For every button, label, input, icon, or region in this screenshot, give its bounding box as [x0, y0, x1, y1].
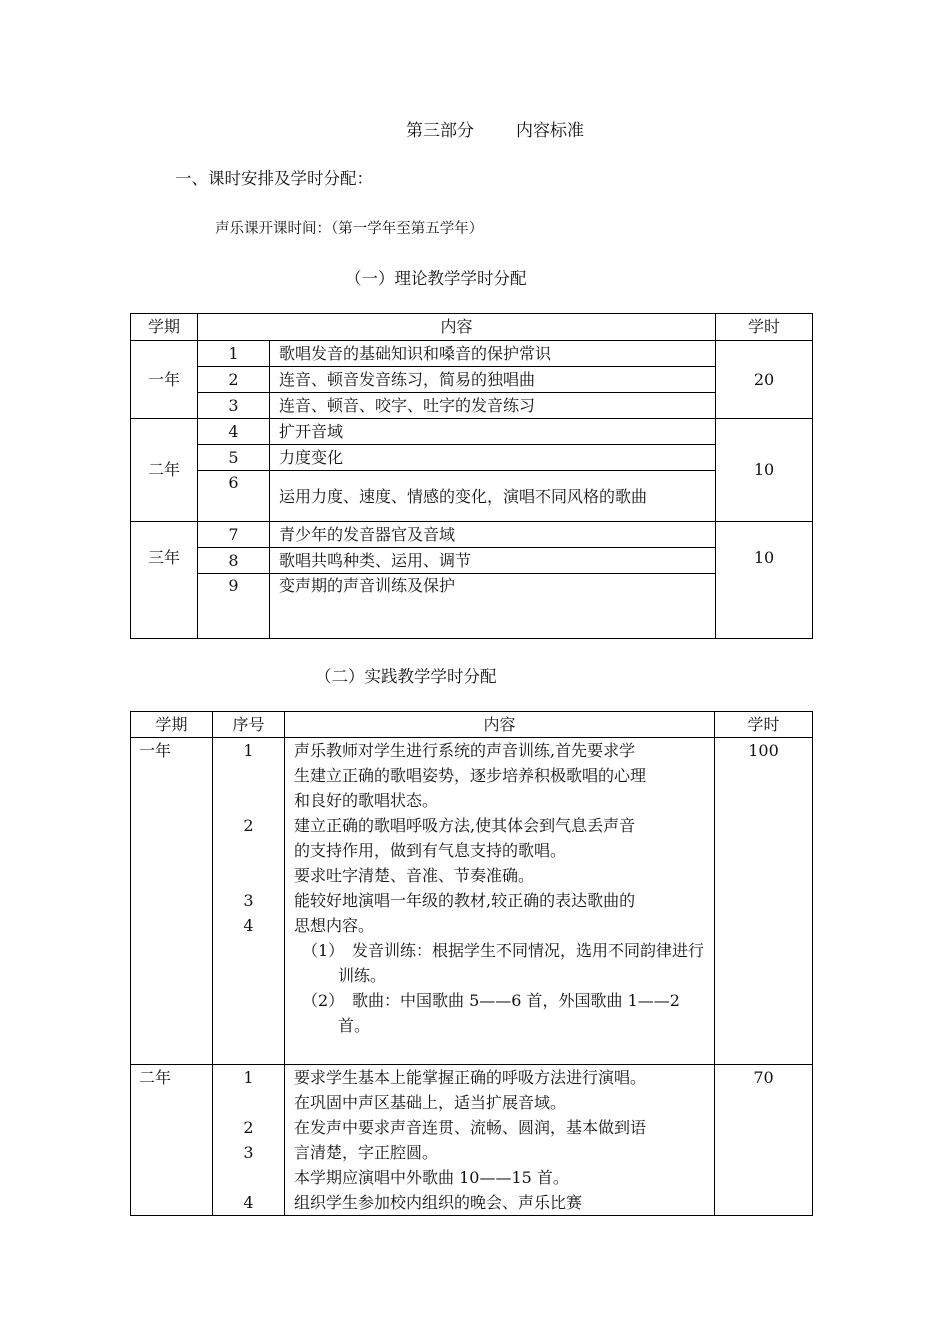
- term-cell: 一年: [131, 341, 198, 419]
- row-content: 连音、顿音发音练习，简易的独唱曲: [270, 367, 716, 393]
- content-line: 的支持作用，做到有气息支持的歌唱。: [294, 841, 567, 860]
- table-row: [131, 419, 813, 445]
- header-content: 内容: [285, 712, 715, 738]
- content-line: 组织学生参加校内组织的晚会、声乐比赛: [294, 1193, 583, 1212]
- seq-number: 3: [243, 891, 254, 910]
- part-name: 内容标准: [516, 121, 584, 141]
- row-content: 扩开音域: [270, 419, 716, 445]
- table-row: [131, 1065, 813, 1216]
- sequence-cell: [213, 1065, 285, 1216]
- table-row: [131, 548, 813, 574]
- theory-table-caption: （一）理论教学学时分配: [345, 269, 527, 288]
- term-cell: 二年: [131, 419, 198, 522]
- content-cell: [285, 738, 715, 1065]
- sub-item-mark: （1）: [302, 941, 345, 960]
- row-number: 1: [198, 341, 270, 367]
- term-cell: 三年: [131, 522, 198, 639]
- table-row: [131, 445, 813, 471]
- seq-number: 1: [243, 741, 254, 760]
- table-row: [131, 522, 813, 548]
- header-content: 内容: [198, 314, 716, 341]
- row-content: 运用力度、速度、情感的变化，演唱不同风格的歌曲: [270, 471, 716, 522]
- sub-item-text: 歌曲：中国歌曲 5——6 首，外国歌曲 1——2 首。: [338, 991, 680, 1035]
- term-cell: 一年: [131, 738, 213, 1065]
- table-header-row: [131, 314, 813, 341]
- header-term: 学期: [131, 314, 198, 341]
- header-no: 序号: [213, 712, 285, 738]
- row-content: 歌唱发音的基础知识和嗓音的保护常识: [270, 341, 716, 367]
- row-number: 5: [198, 445, 270, 471]
- hours-cell: 100: [715, 738, 813, 1065]
- seq-number: 2: [243, 1118, 254, 1137]
- seq-number: 2: [243, 816, 254, 835]
- content-line: 能较好地演唱一年级的教材,较正确的表达歌曲的: [294, 891, 636, 910]
- hours-cell: 20: [716, 341, 813, 419]
- hours-cell: 70: [715, 1065, 813, 1216]
- row-number: 6: [198, 471, 270, 522]
- content-line: 要求吐字清楚、音准、节奏准确。: [294, 866, 535, 885]
- sequence-cell: [213, 738, 285, 1065]
- term-cell: 二年: [131, 1065, 213, 1216]
- table-row: [131, 738, 813, 1065]
- row-content: 变声期的声音训练及保护: [270, 574, 716, 639]
- header-hours: 学时: [716, 314, 813, 341]
- row-content: 青少年的发音器官及音域: [270, 522, 716, 548]
- header-hours: 学时: [715, 712, 813, 738]
- header-term: 学期: [131, 712, 213, 738]
- content-cell: [285, 1065, 715, 1216]
- seq-number: 4: [243, 916, 254, 935]
- row-number: 7: [198, 522, 270, 548]
- row-content: 歌唱共鸣种类、运用、调节: [270, 548, 716, 574]
- content-line: 声乐教师对学生进行系统的声音训练,首先要求学: [294, 741, 636, 760]
- table-header-row: [131, 712, 813, 738]
- sub-item: [294, 938, 710, 988]
- content-line: 在发声中要求声音连贯、流畅、圆润，基本做到语: [294, 1118, 647, 1137]
- content-line: 本学期应演唱中外歌曲 10——15 首。: [294, 1168, 569, 1187]
- page-title: [0, 116, 950, 141]
- seq-number: 1: [243, 1068, 254, 1087]
- row-number: 2: [198, 367, 270, 393]
- content-line: 在巩固中声区基础上，适当扩展音域。: [294, 1093, 567, 1112]
- content-line: 思想内容。: [294, 916, 375, 935]
- table-row: [131, 393, 813, 419]
- content-line: 要求学生基本上能掌握正确的呼吸方法进行演唱。: [294, 1068, 647, 1087]
- row-number: 4: [198, 419, 270, 445]
- row-content: 连音、顿音、咬字、吐字的发音练习: [270, 393, 716, 419]
- row-content: 力度变化: [270, 445, 716, 471]
- sub-item-mark: （2）: [302, 991, 345, 1010]
- theory-hours-table: [130, 313, 813, 639]
- row-number: 3: [198, 393, 270, 419]
- part-label: 第三部分: [406, 121, 474, 141]
- row-number: 9: [198, 574, 270, 639]
- practice-table-caption: （二）实践教学学时分配: [315, 667, 497, 686]
- table-row: [131, 471, 813, 522]
- table-row: [131, 574, 813, 639]
- content-line: 生建立正确的歌唱姿势，逐步培养积极歌唱的心理: [294, 766, 647, 785]
- practice-hours-table: [130, 711, 813, 1216]
- seq-number: 3: [243, 1143, 254, 1162]
- hours-cell: 10: [716, 419, 813, 522]
- content-line: 建立正确的歌唱呼吸方法,使其体会到气息丢声音: [294, 816, 636, 835]
- sub-item-text: 发音训练：根据学生不同情况，选用不同韵律进行训练。: [338, 941, 705, 985]
- table-row: [131, 341, 813, 367]
- hours-cell: 10: [716, 522, 813, 639]
- seq-number: 4: [243, 1193, 254, 1212]
- schedule-note: 声乐课开课时间：（第一学年至第五学年）: [215, 221, 484, 237]
- content-line: 言清楚，字正腔圆。: [294, 1143, 439, 1162]
- section-heading: 一、课时安排及学时分配：: [175, 169, 373, 188]
- table-row: [131, 367, 813, 393]
- sub-item: [294, 988, 710, 1038]
- row-number: 8: [198, 548, 270, 574]
- content-line: 和良好的歌唱状态。: [294, 791, 439, 810]
